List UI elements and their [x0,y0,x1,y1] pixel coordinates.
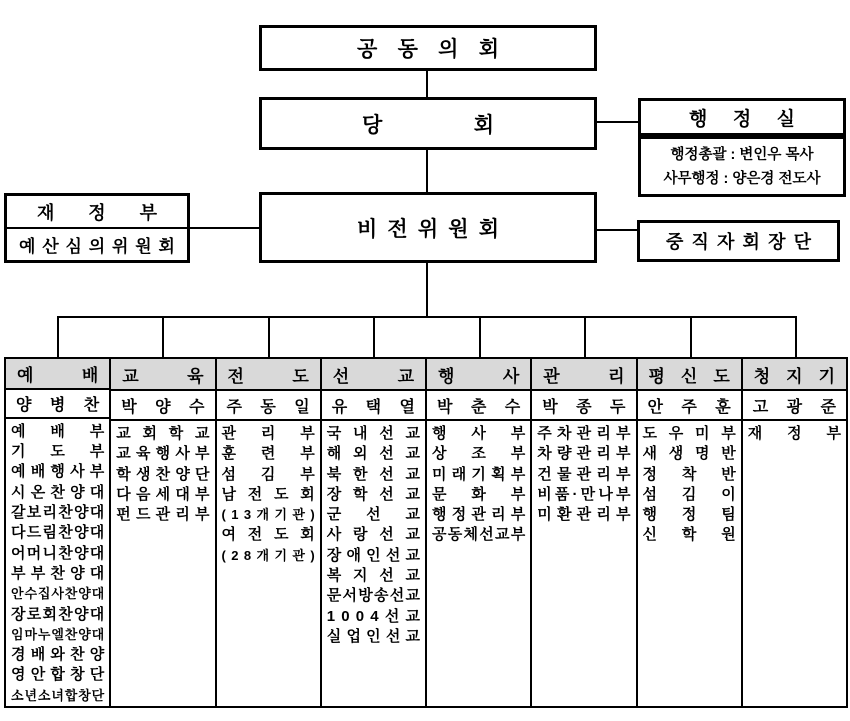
dept-member-list [427,421,530,706]
dept-member: 사 랑 선 교 [326,526,420,544]
finance-committee: 예 산 심 의 위 원 회 [19,237,175,256]
dept-member: 예 배 행 사 부 [11,463,105,481]
dept-member: 장 애 인 선 교 [326,546,420,564]
dept-member: 예 배 부 [11,422,105,440]
admin-staff-line: 사무행정 : 양은경 전도사 [663,170,821,187]
dept-leader: 박 춘 수 [427,391,530,421]
dept-member: 다 음 세 대 부 [116,485,210,503]
senior-officers-box [637,220,840,262]
dept-member: 소 년 소 녀 합 창 단 [11,687,105,703]
dept-member: 갈 보 리 찬 양 대 [11,504,105,522]
dept-member: 신 학 원 [642,526,736,544]
dept-member: 복 지 선 교 [326,567,420,585]
dept-member-list [111,421,214,706]
connector-line [597,229,637,231]
dept-leader: 박 양 수 [111,391,214,421]
dept-member: 임 마 누 엘 찬 양 대 [11,626,105,642]
session-label: 당 회 [362,113,494,137]
dept-column [217,359,322,706]
dept-member: 행 정 관 리 부 [432,506,526,524]
connector-line [426,71,428,97]
connector-line [795,316,797,357]
dept-header: 예 배 [6,359,109,390]
dept-leader: 주 동 일 [217,391,320,421]
dept-column [111,359,216,706]
finance-box [4,193,190,263]
dept-member: 국 내 선 교 [326,425,420,442]
dept-member: 안 수 집 사 찬 양 대 [11,586,105,602]
admin-office-title: 행 정 실 [689,108,795,130]
dept-member: 부 부 찬 양 대 [11,564,105,582]
dept-member-list [6,419,109,706]
dept-member: 도 우 미 부 [642,425,736,442]
connector-line [268,316,270,357]
dept-member: 다 드 림 찬 양 대 [11,524,105,542]
admin-office-staff-box [638,136,846,197]
session-box [259,97,597,150]
finance-title: 재 정 부 [7,196,187,229]
dept-member: ( 2 8 개 기 관 ) [221,547,315,563]
dept-column [532,359,637,706]
connector-line [426,150,428,192]
dept-member: 어 머 니 찬 양 대 [11,544,105,562]
dept-member-list [532,421,635,706]
dept-member: 섬 김 부 [221,465,315,483]
dept-member: 영 안 합 창 단 [11,666,105,684]
dept-leader: 박 종 두 [532,391,635,421]
dept-member: 훈 련 부 [221,445,315,463]
connector-line [373,316,375,357]
dept-member: 기 도 부 [11,443,105,461]
dept-header: 전 도 [217,359,320,391]
dept-member: 재 정 부 [747,425,841,442]
dept-leader: 고 광 준 [743,391,846,421]
dept-column [743,359,846,706]
dept-member: 장 학 선 교 [326,485,420,503]
dept-member: 교 회 학 교 [116,425,210,442]
dept-leader: 안 주 훈 [638,391,741,421]
dept-header: 선 교 [322,359,425,391]
dept-member: 북 한 선 교 [326,465,420,483]
connector-line [690,316,692,357]
dept-member: 공 동 체 선 교 부 [432,526,526,544]
dept-column [638,359,743,706]
dept-member: 시 온 찬 양 대 [11,483,105,501]
connector-line [162,316,164,357]
dept-member: 주 차 관 리 부 [537,425,631,442]
vision-committee-label: 비 전 위 원 회 [357,217,499,241]
connector-line [597,121,638,123]
assembly-label: 공 동 의 회 [357,38,499,61]
dept-header: 행 사 [427,359,530,391]
connector-line [584,316,586,357]
dept-leader: 유 택 열 [322,391,425,421]
dept-member: 정 착 반 [642,465,736,483]
admin-office-box [638,98,846,136]
dept-header: 교 육 [111,359,214,391]
dept-member: 남 전 도 회 [221,485,315,503]
departments-table [4,357,848,708]
dept-member: 문 서 방 송 선 교 [326,587,420,605]
dept-member: 건 물 관 리 부 [537,465,631,483]
admin-staff-line: 행정총괄 : 변인우 목사 [670,146,814,163]
dept-member: 관 리 부 [221,425,315,442]
dept-member: 상 조 부 [432,445,526,463]
dept-member: 여 전 도 회 [221,526,315,544]
dept-member: 미 래 기 획 부 [432,465,526,483]
dept-member: 실 업 인 선 교 [326,627,420,645]
dept-member: 차 량 관 리 부 [537,445,631,463]
connector-line [426,263,428,317]
dept-member: 펀 드 관 리 부 [116,506,210,524]
dept-header: 청 지 기 [743,359,846,391]
dept-member: 해 외 선 교 [326,445,420,463]
dept-member: 미 환 관 리 부 [537,506,631,524]
dept-member-list [743,421,846,706]
senior-officers-label: 중 직 자 회 장 단 [666,232,811,252]
dept-member: 비 품 · 만 나 부 [537,485,631,503]
connector-line [57,316,796,318]
dept-member: 장 로 회 찬 양 대 [11,605,105,623]
dept-member: 교 육 행 사 부 [116,445,210,463]
dept-column [322,359,427,706]
vision-committee-box [259,192,597,263]
dept-member: 행 정 팀 [642,506,736,524]
dept-member: 새 생 명 반 [642,445,736,463]
dept-header: 평 신 도 [638,359,741,391]
connector-line [190,227,259,229]
dept-member: 문 화 부 [432,485,526,503]
dept-leader: 양 병 찬 [6,390,109,419]
dept-member: 학 생 찬 양 단 [116,465,210,483]
connector-line [479,316,481,357]
dept-column [6,359,111,706]
dept-member: 행 사 부 [432,425,526,442]
dept-column [427,359,532,706]
dept-member: 1 0 0 4 선 교 [326,607,420,625]
dept-member-list [322,421,425,706]
dept-member-list [638,421,741,706]
dept-member: 경 배 와 찬 양 [11,646,105,664]
connector-line [57,316,59,357]
assembly-box [259,25,597,71]
dept-member-list [217,421,320,706]
dept-member: ( 1 3 개 기 관 ) [221,507,315,523]
dept-member: 군 선 교 [326,506,420,524]
dept-member: 섬 김 이 [642,485,736,503]
dept-header: 관 리 [532,359,635,391]
